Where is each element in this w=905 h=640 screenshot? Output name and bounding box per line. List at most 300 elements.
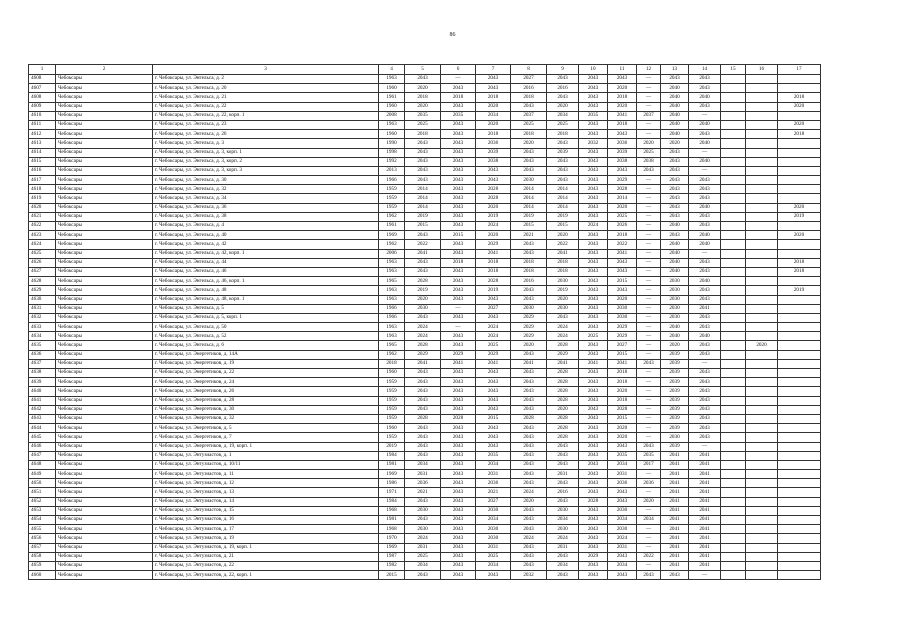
address-cell: г. Чебоксары, ул. Энгельса, д. 50 xyxy=(153,323,379,332)
value-cell: 1959 xyxy=(379,185,405,194)
value-cell xyxy=(721,359,746,368)
value-cell: 2017 xyxy=(637,460,661,469)
value-cell xyxy=(721,534,746,543)
value-cell: 2040 xyxy=(661,267,689,276)
row-id-cell: 4647 xyxy=(29,451,56,460)
value-cell xyxy=(721,111,746,120)
value-cell: 2043 xyxy=(441,240,476,249)
value-cell xyxy=(746,516,778,525)
address-cell: г. Чебоксары, ул. Энгельса, д. 3, корп. 1 xyxy=(153,148,379,157)
value-cell: 2043 xyxy=(661,203,689,212)
value-cell: 2030 xyxy=(661,286,689,295)
value-cell: 2034 xyxy=(405,460,441,469)
column-number-cell: 1 xyxy=(29,65,56,75)
value-cell: — xyxy=(637,525,661,534)
address-cell: г. Чебоксары, ул. Энгельса, д. 20 xyxy=(153,84,379,93)
value-cell: 2043 xyxy=(511,249,547,258)
row-id-cell: 4634 xyxy=(29,332,56,341)
value-cell: 2014 xyxy=(511,203,547,212)
value-cell: 2028 xyxy=(476,194,511,203)
value-cell: 2043 xyxy=(441,451,476,460)
value-cell: 2015 xyxy=(608,414,637,423)
row-id-cell: 4620 xyxy=(29,203,56,212)
value-cell: 2043 xyxy=(547,75,579,84)
value-cell: 2043 xyxy=(547,451,579,460)
value-cell xyxy=(746,130,778,139)
value-cell xyxy=(746,102,778,111)
value-cell: 1981 xyxy=(379,516,405,525)
value-cell: 2041 xyxy=(608,359,637,368)
value-cell: 1987 xyxy=(379,552,405,561)
value-cell: 2024 xyxy=(511,534,547,543)
value-cell xyxy=(721,93,746,102)
value-cell: 2020 xyxy=(511,341,547,350)
value-cell: 2043 xyxy=(661,75,689,84)
value-cell: 2043 xyxy=(608,166,637,175)
value-cell: 1963 xyxy=(379,332,405,341)
value-cell: 1966 xyxy=(379,176,405,185)
value-cell: 2029 xyxy=(608,176,637,185)
value-cell: 2043 xyxy=(405,369,441,378)
value-cell: 2043 xyxy=(689,258,721,267)
value-cell: 2031 xyxy=(547,543,579,552)
value-cell: 2043 xyxy=(441,396,476,405)
table-row xyxy=(29,442,821,451)
value-cell: 2043 xyxy=(441,571,476,580)
value-cell: 2031 xyxy=(476,543,511,552)
value-cell: 2041 xyxy=(689,488,721,497)
value-cell: 2018 xyxy=(778,258,821,267)
table-row xyxy=(29,506,821,515)
value-cell: 1959 xyxy=(379,405,405,414)
value-cell xyxy=(746,561,778,570)
value-cell: 2043 xyxy=(511,525,547,534)
value-cell xyxy=(721,433,746,442)
value-cell xyxy=(721,194,746,203)
value-cell xyxy=(721,451,746,460)
value-cell: 2043 xyxy=(579,240,608,249)
value-cell: 2043 xyxy=(476,84,511,93)
value-cell: 2036 xyxy=(476,479,511,488)
value-cell: 2043 xyxy=(511,451,547,460)
city-cell: Чебоксары xyxy=(56,451,153,460)
column-number-cell: 16 xyxy=(746,65,778,75)
value-cell: 1965 xyxy=(379,341,405,350)
value-cell: 2036 xyxy=(405,479,441,488)
value-cell: 2029 xyxy=(511,332,547,341)
value-cell: 2019 xyxy=(778,212,821,221)
value-cell: 1961 xyxy=(379,222,405,231)
row-id-cell: 4650 xyxy=(29,479,56,488)
address-cell: г. Чебоксары, ул. Энтузиастов, д. 14 xyxy=(153,497,379,506)
value-cell: 2043 xyxy=(579,396,608,405)
city-cell: Чебоксары xyxy=(56,231,153,240)
value-cell xyxy=(778,194,821,203)
value-cell: 2041 xyxy=(689,516,721,525)
value-cell: 2043 xyxy=(476,424,511,433)
value-cell: 2043 xyxy=(441,424,476,433)
address-cell: г. Чебоксары, ул. Энгельса, д. 3 xyxy=(153,139,379,148)
value-cell xyxy=(721,176,746,185)
value-cell: 2041 xyxy=(661,451,689,460)
value-cell xyxy=(746,295,778,304)
value-cell xyxy=(721,488,746,497)
value-cell xyxy=(721,84,746,93)
value-cell xyxy=(778,359,821,368)
value-cell: 2030 xyxy=(405,506,441,515)
city-cell: Чебоксары xyxy=(56,148,153,157)
value-cell: 1982 xyxy=(379,561,405,570)
value-cell xyxy=(746,323,778,332)
value-cell xyxy=(746,378,778,387)
value-cell xyxy=(746,414,778,423)
value-cell: 2041 xyxy=(547,359,579,368)
value-cell: 2043 xyxy=(689,323,721,332)
value-cell xyxy=(721,75,746,84)
value-cell: 1960 xyxy=(379,130,405,139)
address-cell: г. Чебоксары, ул. Энгельса, д. 40 xyxy=(153,231,379,240)
value-cell: — xyxy=(637,561,661,570)
value-cell: — xyxy=(637,277,661,286)
value-cell: 2043 xyxy=(547,176,579,185)
address-cell: г. Чебоксары, ул. Энтузиастов, д. 17 xyxy=(153,525,379,534)
value-cell: 2043 xyxy=(441,295,476,304)
value-cell: 2043 xyxy=(579,516,608,525)
value-cell: 2043 xyxy=(661,166,689,175)
value-cell: 2041 xyxy=(661,479,689,488)
value-cell: 2024 xyxy=(405,534,441,543)
city-cell: Чебоксары xyxy=(56,359,153,368)
value-cell: 2043 xyxy=(689,84,721,93)
table-row xyxy=(29,414,821,423)
value-cell: — xyxy=(637,231,661,240)
table-row xyxy=(29,286,821,295)
value-cell xyxy=(778,222,821,231)
value-cell: 2043 xyxy=(579,84,608,93)
value-cell: 2022 xyxy=(405,240,441,249)
row-id-cell: 4613 xyxy=(29,139,56,148)
value-cell: 1959 xyxy=(379,378,405,387)
value-cell: 1961 xyxy=(379,93,405,102)
column-number-cell: 17 xyxy=(778,65,821,75)
value-cell xyxy=(778,525,821,534)
value-cell: 2019 xyxy=(778,286,821,295)
value-cell: 1966 xyxy=(379,313,405,322)
value-cell: 2043 xyxy=(608,75,637,84)
city-cell: Чебоксары xyxy=(56,516,153,525)
value-cell: 2020 xyxy=(405,102,441,111)
value-cell: 2041 xyxy=(689,525,721,534)
value-cell: 2016 xyxy=(547,84,579,93)
value-cell: 2034 xyxy=(476,516,511,525)
value-cell xyxy=(721,185,746,194)
table-row xyxy=(29,240,821,249)
value-cell: 1962 xyxy=(379,212,405,221)
value-cell xyxy=(778,534,821,543)
value-cell: 2030 xyxy=(661,295,689,304)
value-cell: 1966 xyxy=(379,304,405,313)
city-cell: Чебоксары xyxy=(56,111,153,120)
value-cell: 2020 xyxy=(637,497,661,506)
value-cell: 2030 xyxy=(547,506,579,515)
value-cell: 2043 xyxy=(441,341,476,350)
value-cell: 1981 xyxy=(379,460,405,469)
value-cell: 2040 xyxy=(689,231,721,240)
value-cell: 2043 xyxy=(476,405,511,414)
value-cell: 2041 xyxy=(661,534,689,543)
value-cell: 2043 xyxy=(547,442,579,451)
value-cell xyxy=(746,84,778,93)
table-row xyxy=(29,258,821,267)
value-cell xyxy=(746,111,778,120)
value-cell: 2018 xyxy=(608,396,637,405)
value-cell xyxy=(778,433,821,442)
value-cell: 2043 xyxy=(511,240,547,249)
row-id-cell: 4660 xyxy=(29,571,56,580)
value-cell: — xyxy=(637,424,661,433)
value-cell: 2043 xyxy=(579,470,608,479)
value-cell: 2043 xyxy=(547,479,579,488)
value-cell: 2030 xyxy=(511,304,547,313)
value-cell: 2043 xyxy=(405,497,441,506)
column-number-cell: 4 xyxy=(379,65,405,75)
address-cell: г. Чебоксары, ул. Энтузиастов, д. 22 xyxy=(153,561,379,570)
address-cell: г. Чебоксары, ул. Энгельса, д. 30 xyxy=(153,176,379,185)
address-cell: г. Чебоксары, ул. Энергетиков, д. 5 xyxy=(153,424,379,433)
value-cell xyxy=(778,369,821,378)
column-number-cell: 9 xyxy=(547,65,579,75)
value-cell: 2015 xyxy=(608,350,637,359)
value-cell: 2029 xyxy=(441,350,476,359)
city-cell: Чебоксары xyxy=(56,304,153,313)
value-cell: — xyxy=(637,267,661,276)
value-cell: 2020 xyxy=(547,102,579,111)
value-cell: 2043 xyxy=(608,130,637,139)
value-cell xyxy=(746,240,778,249)
value-cell: 2043 xyxy=(511,470,547,479)
value-cell: 2028 xyxy=(547,414,579,423)
table-row xyxy=(29,203,821,212)
value-cell xyxy=(746,442,778,451)
value-cell: 2038 xyxy=(476,157,511,166)
value-cell: 2041 xyxy=(608,111,637,120)
table-row xyxy=(29,295,821,304)
row-id-cell: 4652 xyxy=(29,497,56,506)
value-cell: 2043 xyxy=(441,332,476,341)
value-cell: 2043 xyxy=(405,166,441,175)
value-cell: — xyxy=(637,203,661,212)
value-cell: — xyxy=(637,488,661,497)
row-id-cell: 4654 xyxy=(29,516,56,525)
row-id-cell: 4639 xyxy=(29,378,56,387)
row-id-cell: 4638 xyxy=(29,369,56,378)
value-cell xyxy=(778,176,821,185)
value-cell xyxy=(746,194,778,203)
address-cell: г. Чебоксары, ул. Энгельса, д. 46 xyxy=(153,267,379,276)
value-cell: 2034 xyxy=(608,561,637,570)
row-id-cell: 4641 xyxy=(29,396,56,405)
value-cell: — xyxy=(637,350,661,359)
column-number-cell: 8 xyxy=(511,65,547,75)
value-cell: 2030 xyxy=(547,277,579,286)
value-cell: 2043 xyxy=(476,442,511,451)
city-cell: Чебоксары xyxy=(56,424,153,433)
value-cell: 1984 xyxy=(379,497,405,506)
value-cell xyxy=(778,313,821,322)
table-row xyxy=(29,139,821,148)
table-row xyxy=(29,350,821,359)
value-cell: 2043 xyxy=(511,516,547,525)
value-cell: 2020 xyxy=(511,139,547,148)
value-cell: 2043 xyxy=(441,470,476,479)
value-cell xyxy=(746,470,778,479)
value-cell xyxy=(778,148,821,157)
value-cell: 2028 xyxy=(547,341,579,350)
table-row xyxy=(29,405,821,414)
value-cell: 2014 xyxy=(608,194,637,203)
address-cell: г. Чебоксары, ул. Энтузиастов, д. 22, корп. 1 xyxy=(153,571,379,580)
value-cell: 2028 xyxy=(511,414,547,423)
value-cell: 2041 xyxy=(547,249,579,258)
value-cell: 2018 xyxy=(608,369,637,378)
value-cell: 2024 xyxy=(547,534,579,543)
value-cell: 2039 xyxy=(661,369,689,378)
value-cell: 2043 xyxy=(441,286,476,295)
table-row xyxy=(29,120,821,129)
value-cell: 2021 xyxy=(511,231,547,240)
value-cell: 2039 xyxy=(608,148,637,157)
value-cell: — xyxy=(637,534,661,543)
value-cell: 2043 xyxy=(579,212,608,221)
city-cell: Чебоксары xyxy=(56,387,153,396)
row-id-cell: 4658 xyxy=(29,552,56,561)
value-cell: 2043 xyxy=(441,525,476,534)
value-cell: 2041 xyxy=(511,359,547,368)
value-cell: 2022 xyxy=(608,240,637,249)
value-cell: 2043 xyxy=(579,534,608,543)
value-cell: 2041 xyxy=(405,249,441,258)
value-cell: 2039 xyxy=(661,350,689,359)
value-cell: 2029 xyxy=(511,313,547,322)
value-cell: 2030 xyxy=(405,525,441,534)
address-cell: г. Чебоксары, ул. Энтузиастов, д. 19, корп. 1 xyxy=(153,543,379,552)
address-cell: г. Чебоксары, ул. Энергетиков, д. 22 xyxy=(153,369,379,378)
address-cell: г. Чебоксары, ул. Энгельса, д. 5 xyxy=(153,304,379,313)
address-cell: г. Чебоксары, ул. Энгельса, д. 3, корп. 2 xyxy=(153,157,379,166)
value-cell: 2027 xyxy=(608,341,637,350)
value-cell: — xyxy=(637,130,661,139)
value-cell: 2020 xyxy=(547,231,579,240)
value-cell: 2043 xyxy=(637,359,661,368)
value-cell xyxy=(721,130,746,139)
value-cell: 2043 xyxy=(608,286,637,295)
table-row xyxy=(29,231,821,240)
value-cell: 2015 xyxy=(547,222,579,231)
value-cell: 2034 xyxy=(547,516,579,525)
value-cell: 2043 xyxy=(689,75,721,84)
value-cell: — xyxy=(689,166,721,175)
value-cell: 2043 xyxy=(661,148,689,157)
value-cell: 2043 xyxy=(476,295,511,304)
value-cell xyxy=(721,378,746,387)
value-cell: 2031 xyxy=(476,470,511,479)
value-cell xyxy=(778,571,821,580)
value-cell: 1969 xyxy=(379,231,405,240)
value-cell xyxy=(746,139,778,148)
value-cell: 2040 xyxy=(689,93,721,102)
value-cell: 2028 xyxy=(547,378,579,387)
column-number-cell: 14 xyxy=(689,65,721,75)
value-cell xyxy=(778,488,821,497)
value-cell: 2018 xyxy=(476,130,511,139)
value-cell: 2043 xyxy=(441,212,476,221)
value-cell: 2019 xyxy=(405,212,441,221)
value-cell: 2038 xyxy=(608,157,637,166)
value-cell: 2043 xyxy=(511,350,547,359)
table-row xyxy=(29,525,821,534)
value-cell: — xyxy=(441,304,476,313)
value-cell: 2043 xyxy=(441,222,476,231)
table-row xyxy=(29,130,821,139)
address-cell: г. Чебоксары, ул. Энгельса, д. 46, корп. 1 xyxy=(153,277,379,286)
value-cell: 2043 xyxy=(547,313,579,322)
city-cell: Чебоксары xyxy=(56,84,153,93)
value-cell: 2043 xyxy=(511,148,547,157)
table-row xyxy=(29,176,821,185)
row-id-cell: 4617 xyxy=(29,176,56,185)
value-cell: 2040 xyxy=(661,93,689,102)
value-cell: 2031 xyxy=(547,470,579,479)
value-cell: 2014 xyxy=(405,194,441,203)
value-cell xyxy=(721,350,746,359)
value-cell xyxy=(746,332,778,341)
value-cell: 2040 xyxy=(661,332,689,341)
table-row xyxy=(29,516,821,525)
value-cell: 2024 xyxy=(608,534,637,543)
value-cell: 2034 xyxy=(547,561,579,570)
city-cell: Чебоксары xyxy=(56,552,153,561)
value-cell xyxy=(721,470,746,479)
value-cell: 2041 xyxy=(689,543,721,552)
row-id-cell: 4643 xyxy=(29,414,56,423)
value-cell: 1963 xyxy=(379,295,405,304)
value-cell: 2043 xyxy=(579,313,608,322)
value-cell: — xyxy=(637,102,661,111)
value-cell: 1960 xyxy=(379,424,405,433)
value-cell: 2043 xyxy=(689,130,721,139)
value-cell: — xyxy=(441,323,476,332)
address-cell: г. Чебоксары, ул. Энергетиков, д. 24 xyxy=(153,378,379,387)
value-cell: 2043 xyxy=(579,341,608,350)
value-cell: 2025 xyxy=(637,148,661,157)
value-cell: — xyxy=(637,470,661,479)
value-cell: 2043 xyxy=(405,139,441,148)
value-cell: 2043 xyxy=(441,561,476,570)
value-cell: — xyxy=(637,387,661,396)
value-cell: 2043 xyxy=(441,194,476,203)
value-cell: 2030 xyxy=(405,304,441,313)
value-cell: 2039 xyxy=(661,396,689,405)
city-cell: Чебоксары xyxy=(56,295,153,304)
value-cell: 1963 xyxy=(379,120,405,129)
value-cell xyxy=(721,405,746,414)
value-cell: 2043 xyxy=(579,185,608,194)
value-cell: 2015 xyxy=(511,222,547,231)
table-row xyxy=(29,341,821,350)
value-cell: 2043 xyxy=(405,75,441,84)
value-cell: 1959 xyxy=(379,194,405,203)
value-cell: 2032 xyxy=(511,571,547,580)
